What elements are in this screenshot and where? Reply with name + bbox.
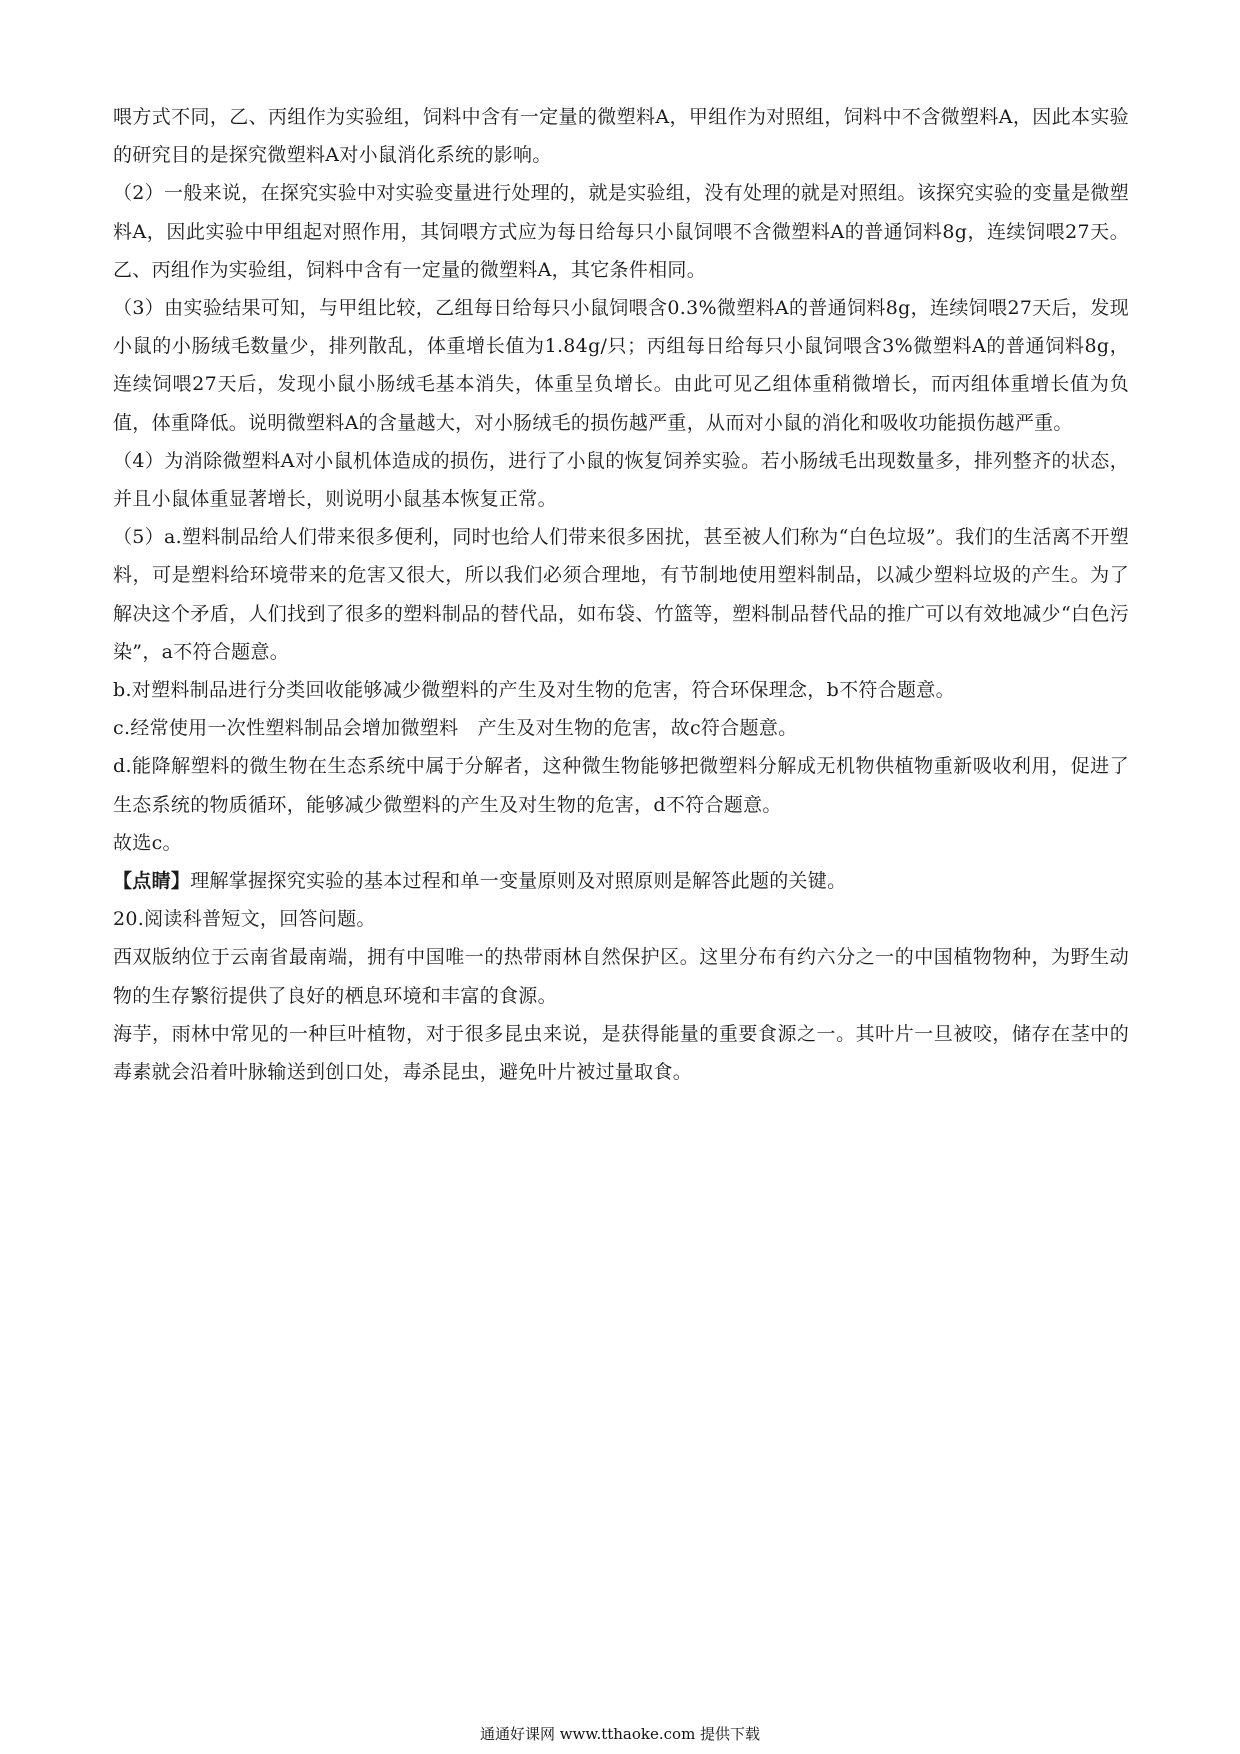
paragraph-part1-conclusion: 喂方式不同，乙、丙组作为实验组，饲料中含有一定量的微塑料A，甲组作为对照组，饲料中不含微塑料A，因此本实验的研究目的是探究微塑料A对小鼠消化系统的影响。 [113, 106, 1129, 167]
dianjing-label: 【点睛】 [113, 870, 191, 893]
paragraph-answer-5b: b.对塑料制品进行分类回收能够减少微塑料的产生及对生物的危害，符合环保理念，b不符合题意。 [113, 679, 955, 702]
paragraph-answer-5c: c.经常使用一次性塑料制品会增加微塑料 产生及对生物的危害，故c符合题意。 [113, 717, 798, 740]
paragraph-dianjing [113, 862, 1129, 900]
answer-explanation-body [113, 98, 1129, 1091]
paragraph-answer-5a: （5）a.塑料制品给人们带来很多便利，同时也给人们带来很多困扰，甚至被人们称为“白色垃圾”。我们的生活离不开塑料，可是塑料给环境带来的危害又很大，所以我们必须合理地，有节制地使用塑料制品，以减少塑料垃圾的产生。为了解决这个矛盾，人们找到了很多的塑料制品的替代品，如布袋、竹篮等，塑料制品替代品的推广可以有效地减少“白色污染”，a不符合题意。 [113, 526, 1129, 663]
paragraph-choice-result: 故选c。 [113, 831, 182, 854]
paragraph-answer-2: （2）一般来说，在探究实验中对实验变量进行处理的，就是实验组，没有处理的就是对照组。该探究实验的变量是微塑料A，因此实验中甲组起对照作用，其饲喂方式应为每日给每只小鼠饲喂不含微塑料A的普通饲料8g，连续饲喂27天。乙、丙组作为实验组，饲料中含有一定量的微塑料A，其它条件相同。 [113, 182, 1129, 281]
page-footer: 通通好课网 www.tthaoke.com 提供下载 [479, 1725, 761, 1743]
paragraph-answer-5d: d.能降解塑料的微生物在生态系统中属于分解者，这种微生物能够把微塑料分解成无机物供植物重新吸收利用，促进了生态系统的物质循环，能够减少微塑料的产生及对生物的危害，d不符合题意。 [113, 755, 1129, 816]
dianjing-text: 理解掌握探究实验的基本过程和单一变量原则及对照原则是解答此题的关键。 [190, 870, 847, 893]
article-paragraph-xishuangbanna: 西双版纳位于云南省最南端，拥有中国唯一的热带雨林自然保护区。这里分布有约六分之一的中国植物物种，为野生动物的生存繁衍提供了良好的栖息环境和丰富的食源。 [113, 946, 1129, 1007]
question-20-heading: 20.阅读科普短文，回答问题。 [113, 908, 376, 931]
paragraph-answer-3: （3）由实验结果可知，与甲组比较，乙组每日给每只小鼠饲喂含0.3%微塑料A的普通饲料8g，连续饲喂27天后，发现小鼠的小肠绒毛数量少，排列散乱，体重增长值为1.84g/只；丙组每日给每只小鼠饲喂含3%微塑料A的普通饲料8g，连续饲喂27天后，发现小鼠小肠绒毛基本消失，体重呈负增长。由此可见乙组体重稍微增长，而丙组体重增长值为负值，体重降低。说明微塑料A的含量越大，对小肠绒毛的损伤越严重，从而对小鼠的消化和吸收功能损伤越严重。 [113, 297, 1129, 434]
article-paragraph-haiyu: 海芋，雨林中常见的一种巨叶植物，对于很多昆虫来说，是获得能量的重要食源之一。其叶片一旦被咬，储存在茎中的毒素就会沿着叶脉输送到创口处，毒杀昆虫，避免叶片被过量取食。 [113, 1022, 1129, 1084]
paragraph-answer-4: （4）为消除微塑料A对小鼠机体造成的损伤，进行了小鼠的恢复饲养实验。若小肠绒毛出现数量多，排列整齐的状态，并且小鼠体重显著增长，则说明小鼠基本恢复正常。 [113, 449, 1129, 511]
